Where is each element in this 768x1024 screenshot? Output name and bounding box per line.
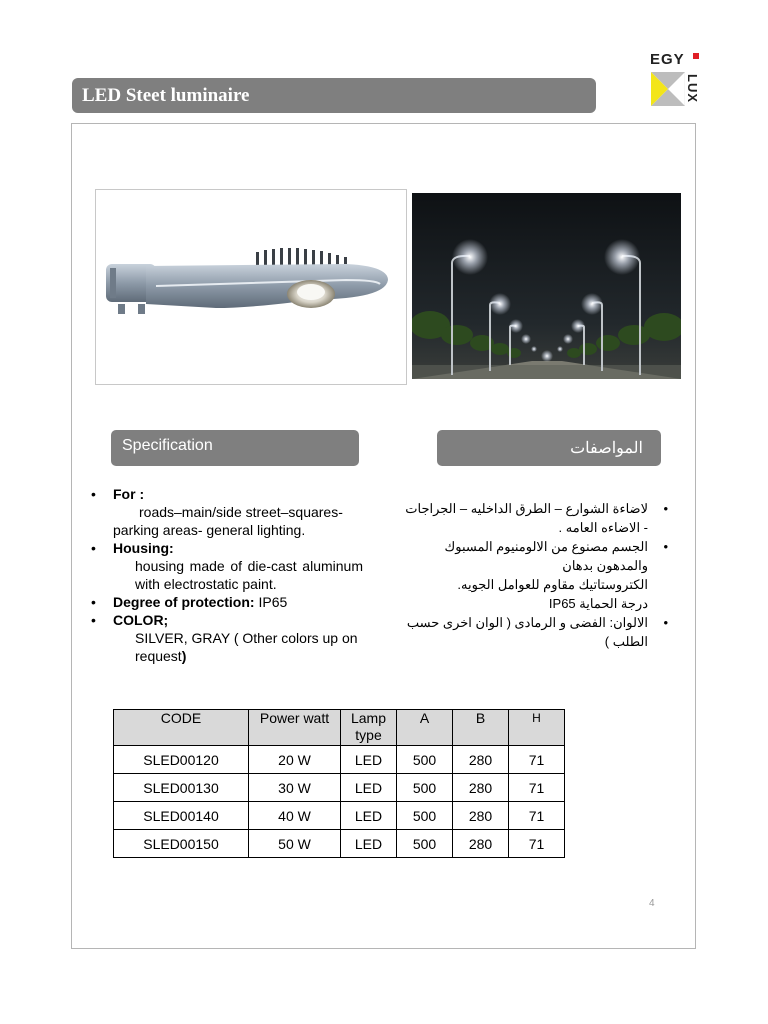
cell-h: 71	[509, 802, 565, 830]
arabic-spec-item-2	[405, 537, 670, 575]
cell-a: 500	[397, 746, 453, 774]
english-spec-list	[91, 485, 363, 665]
spec-color-value: SILVER, GRAY ( Other colors up on request	[135, 630, 358, 664]
table-row	[114, 746, 565, 774]
cell-code: SLED00150	[114, 830, 249, 858]
spec-item-for	[91, 485, 363, 503]
spec-color-label: COLOR;	[113, 612, 169, 628]
spec-housing-label: Housing:	[113, 540, 174, 556]
spec-color-close: )	[181, 648, 187, 664]
table-header-row	[114, 710, 565, 746]
page-number: 4	[649, 898, 655, 909]
arabic-spec-item-1-text: لاضاءة الشوارع – الطرق الداخليه – الجراجات - الاضاءه العامه .	[405, 501, 648, 535]
cell-b: 280	[453, 746, 509, 774]
col-header-power: Power watt	[249, 710, 341, 746]
arabic-spec-item-2b	[405, 575, 670, 594]
col-header-h: H	[509, 710, 565, 746]
table-row	[114, 802, 565, 830]
spec-housing-text	[91, 557, 363, 593]
cell-h: 71	[509, 746, 565, 774]
title-bar	[72, 78, 596, 113]
street-lighting-photo	[412, 193, 681, 379]
cell-code: SLED00140	[114, 802, 249, 830]
cell-lamp-type: LED	[341, 746, 397, 774]
logo-mark-icon	[651, 72, 685, 106]
arabic-spec-item-1	[405, 499, 670, 537]
luminaire-product-image	[95, 189, 407, 385]
arabic-spec-item-2c	[405, 594, 670, 613]
cell-h: 71	[509, 774, 565, 802]
arabic-spec-item-2c-text: درجة الحماية IP65	[548, 596, 648, 611]
logo-text-lux: LUX	[685, 74, 700, 103]
page-title: LED Steet luminaire	[82, 85, 250, 106]
spec-item-housing	[91, 539, 363, 557]
arabic-spec-item-2b-text: الكتروستاتيك مقاوم للعوامل الجويه.	[457, 577, 648, 592]
arabic-specification-header-label: المواصفات	[570, 440, 643, 457]
spec-for-text	[91, 503, 363, 539]
cell-power: 30 W	[249, 774, 341, 802]
table-row	[114, 830, 565, 858]
bullet-icon: •	[91, 540, 96, 556]
cell-code: SLED00130	[114, 774, 249, 802]
cell-lamp-type: LED	[341, 830, 397, 858]
specification-header	[111, 430, 359, 466]
spec-for-label: For :	[113, 486, 145, 502]
cell-lamp-type: LED	[341, 774, 397, 802]
logo-text-egy: EGY	[650, 51, 685, 68]
bullet-icon: •	[91, 594, 96, 610]
product-spec-table	[113, 709, 565, 858]
spec-protection-value: IP65	[258, 594, 288, 610]
spec-protection-label: Degree of protection:	[113, 594, 255, 610]
bullet-icon: •	[663, 539, 668, 554]
cell-power: 20 W	[249, 746, 341, 774]
bullet-icon: •	[663, 501, 668, 516]
arabic-spec-item-2-text: الجسم مصنوع من الالومنيوم المسبوك والمدهون بدهان	[444, 539, 648, 573]
cell-power: 50 W	[249, 830, 341, 858]
specification-header-label: Specification	[122, 437, 213, 454]
cell-a: 500	[397, 774, 453, 802]
bullet-icon: •	[91, 612, 96, 628]
spec-for-value: roads–main/side street–squares-parking areas- general lighting.	[113, 504, 343, 538]
col-header-b: B	[453, 710, 509, 746]
cell-power: 40 W	[249, 802, 341, 830]
arabic-specification-header	[437, 430, 661, 466]
arabic-spec-list	[405, 499, 670, 651]
spec-housing-value: housing made of die-cast aluminum with electrostatic paint.	[135, 558, 363, 592]
cell-b: 280	[453, 830, 509, 858]
spec-color-text	[91, 629, 363, 665]
col-header-code: CODE	[114, 710, 249, 746]
cell-b: 280	[453, 774, 509, 802]
bullet-icon: •	[91, 486, 96, 502]
cell-b: 280	[453, 802, 509, 830]
table-row	[114, 774, 565, 802]
col-header-lamp-type: Lamp type	[341, 710, 397, 746]
cell-h: 71	[509, 830, 565, 858]
cell-a: 500	[397, 802, 453, 830]
cell-lamp-type: LED	[341, 802, 397, 830]
logo-red-square	[693, 53, 699, 59]
cell-code: SLED00120	[114, 746, 249, 774]
spec-item-color	[91, 611, 363, 629]
arabic-spec-item-3	[405, 613, 670, 651]
spec-item-protection	[91, 593, 363, 611]
bullet-icon: •	[663, 615, 668, 630]
col-header-a: A	[397, 710, 453, 746]
cell-a: 500	[397, 830, 453, 858]
egylux-logo	[648, 50, 702, 108]
arabic-spec-item-3-text: الالوان: الفضى و الرمادى ( الوان اخرى حسب الطلب )	[406, 615, 648, 649]
